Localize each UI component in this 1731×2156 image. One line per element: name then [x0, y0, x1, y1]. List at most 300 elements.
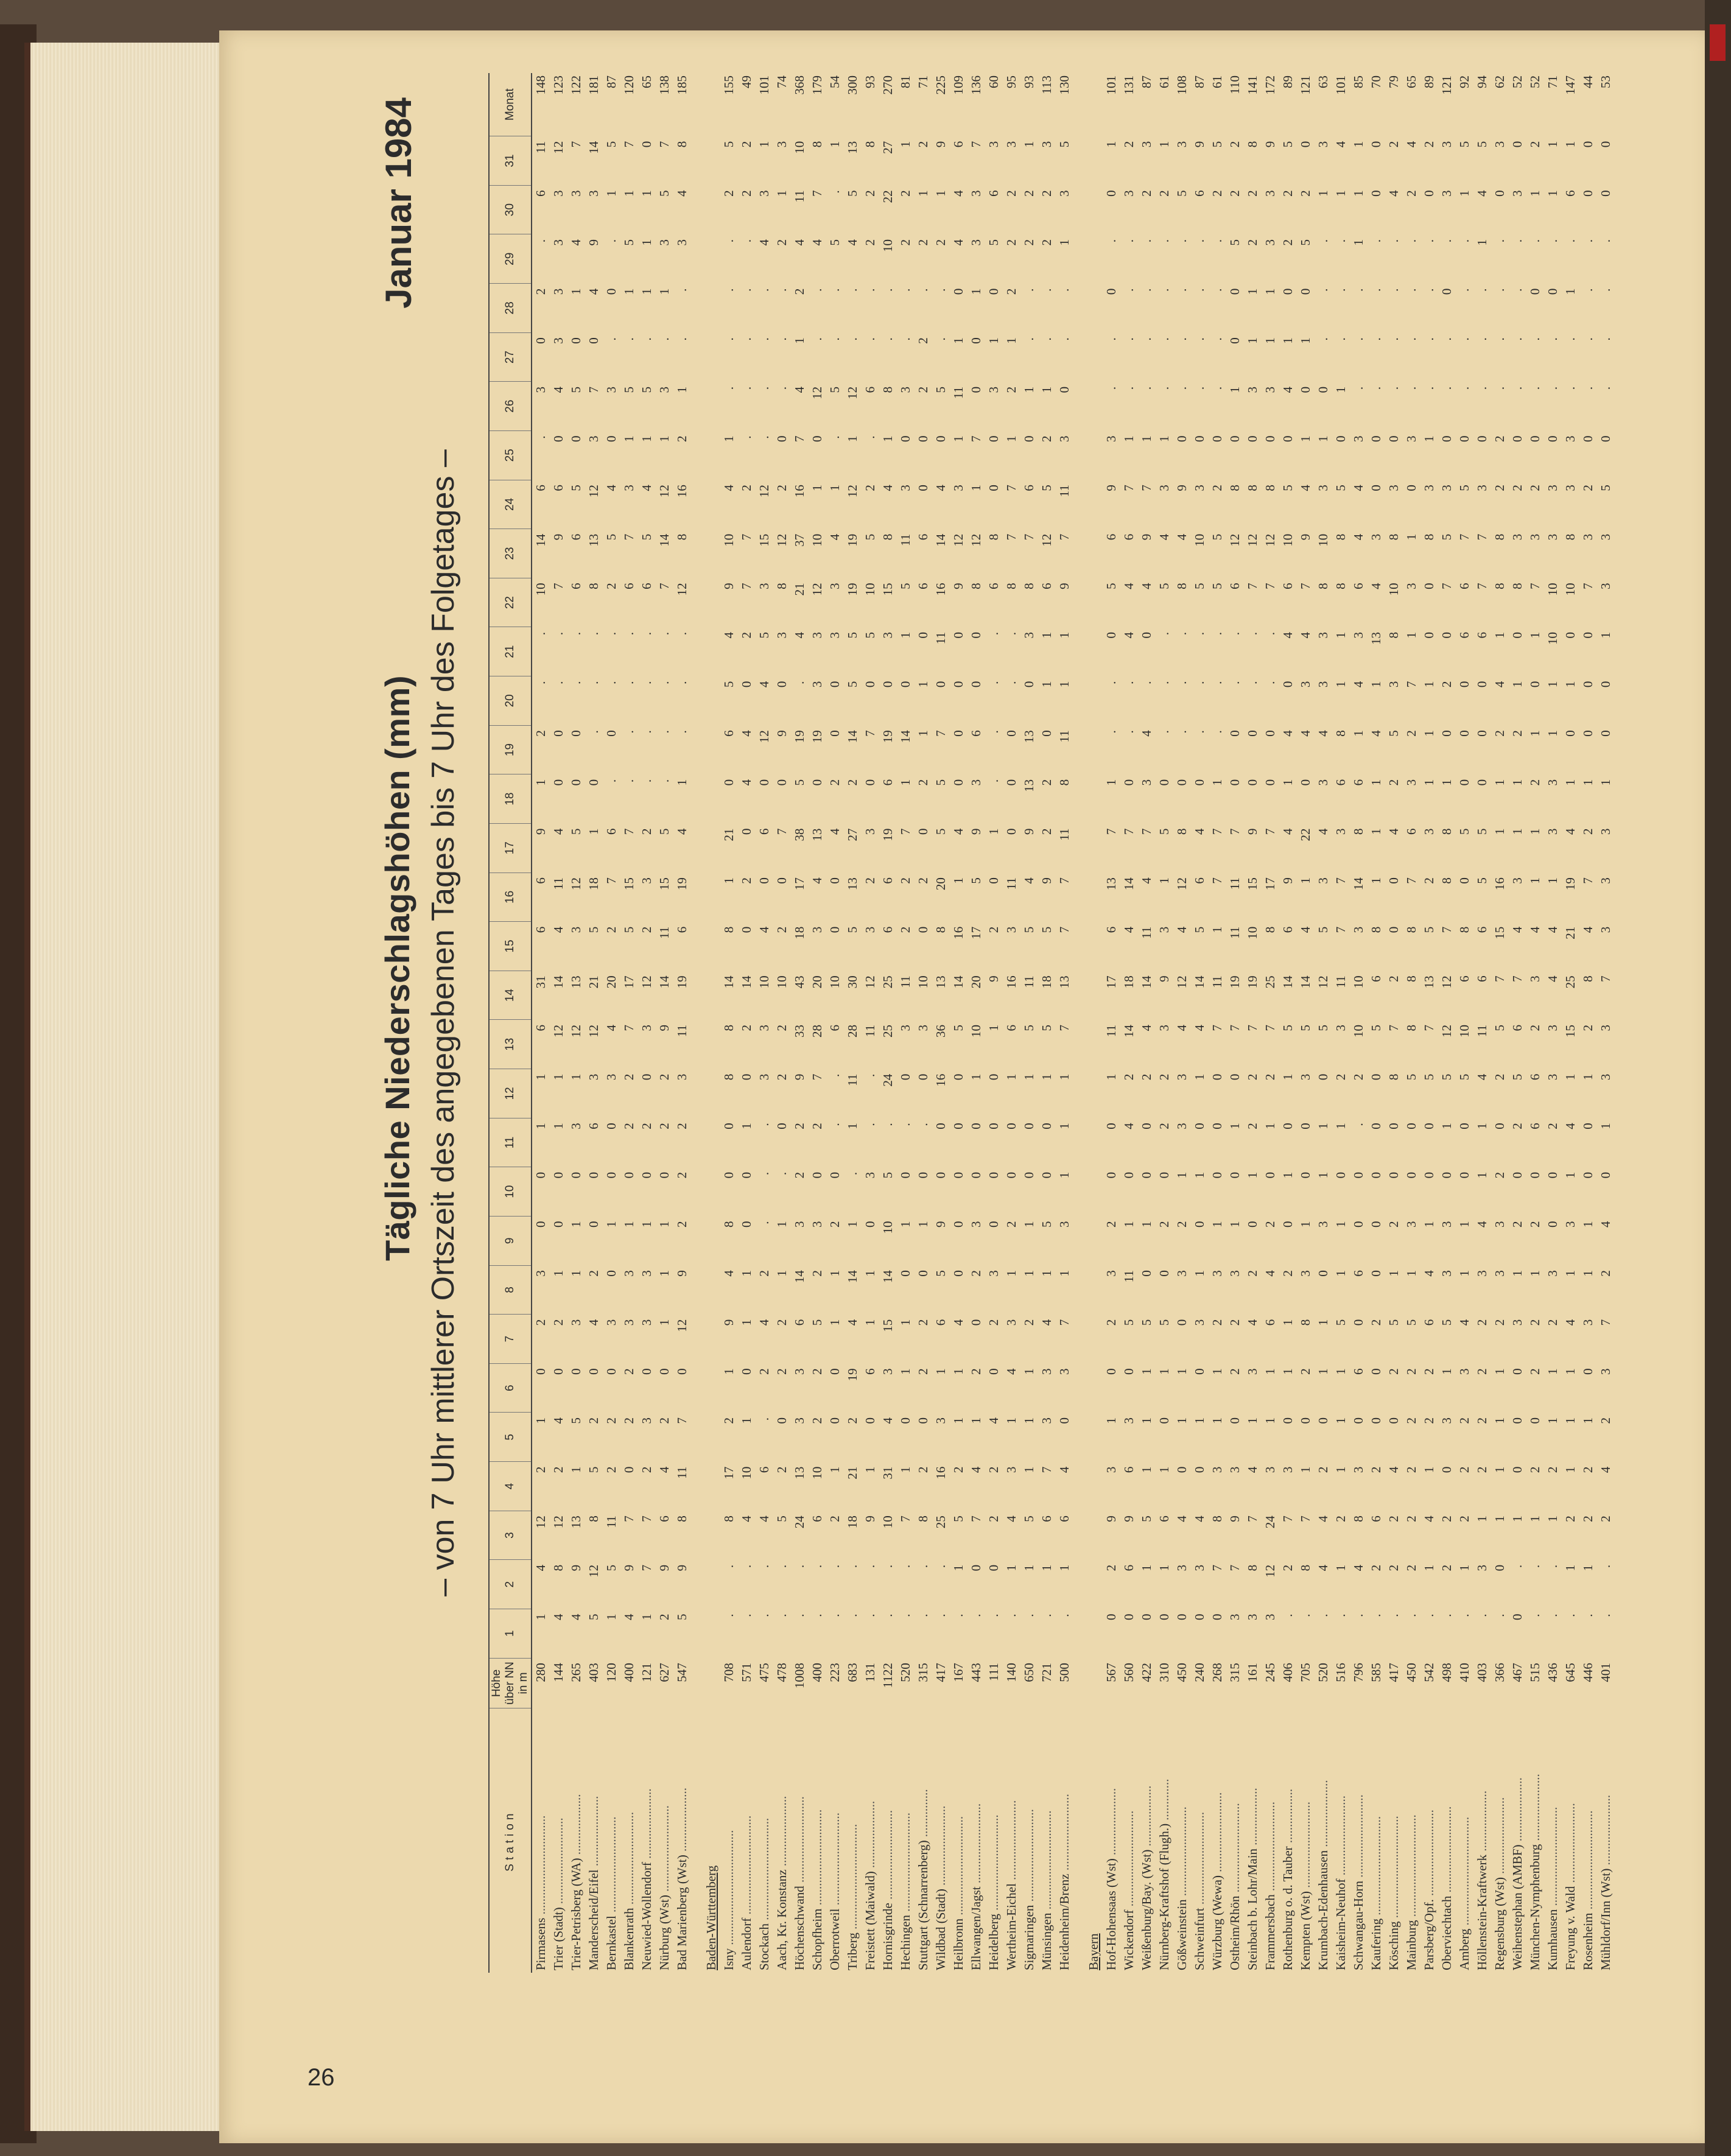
day-cell: 5 [1457, 485, 1472, 491]
day-cell: 4 [757, 1319, 771, 1326]
day-cell: 0 [827, 1417, 842, 1424]
day-cell: 6 [586, 1123, 601, 1129]
day-cell: 7 [1057, 533, 1072, 541]
day-cell: 2 [916, 1466, 930, 1473]
table-row [1332, 73, 1350, 1973]
day-cell: 1 [1022, 1270, 1036, 1277]
height-cell: 410 [1457, 1663, 1472, 1682]
day-cell: 0 [969, 1171, 983, 1179]
day-cell: 4 [1280, 386, 1295, 393]
day-cell: 4 [951, 1319, 966, 1326]
month-total-cell: 148 [533, 75, 548, 95]
header-day-16: 16 [489, 873, 532, 922]
day-cell: . [1475, 1613, 1489, 1617]
day-cell: 3 [1492, 1270, 1507, 1277]
day-cell: 0 [739, 681, 754, 688]
day-cell: 4 [1004, 1515, 1019, 1522]
day-cell: 2 [916, 1319, 930, 1326]
day-cell: 5 [1492, 1024, 1507, 1031]
day-cell: 3 [1263, 239, 1277, 246]
table-row [1262, 73, 1279, 1973]
day-cell: 0 [533, 337, 548, 344]
day-cell: 1 [1528, 730, 1542, 737]
day-cell: 5 [1039, 485, 1054, 491]
day-cell: 14 [1298, 975, 1313, 989]
day-cell: 4 [1298, 926, 1313, 933]
day-cell: 4 [827, 533, 842, 541]
month-total-cell: 130 [1057, 75, 1072, 95]
header-day-19: 19 [489, 725, 532, 774]
day-cell: 1 [916, 1221, 930, 1227]
day-cell: 0 [1386, 1171, 1401, 1179]
day-cell: 28 [810, 1024, 824, 1038]
day-cell: 3 [969, 1221, 983, 1227]
day-cell: 25 [1563, 975, 1578, 989]
day-cell: 7 [1139, 485, 1154, 491]
day-cell: 1 [969, 485, 983, 491]
day-cell: 1 [1104, 1417, 1118, 1424]
day-cell: 5 [1316, 926, 1330, 933]
day-cell: 4 [1192, 828, 1207, 835]
day-cell: 2 [639, 926, 654, 933]
day-cell: 7 [810, 190, 824, 197]
header-day-15: 15 [489, 922, 532, 971]
day-cell: 5 [1057, 141, 1072, 148]
day-cell: 3 [1386, 681, 1401, 688]
day-cell: . [1528, 1564, 1542, 1568]
day-cell: 3 [533, 1270, 548, 1277]
day-cell: 3 [1475, 485, 1489, 491]
day-cell: 7 [639, 1564, 654, 1571]
day-cell: 2 [1475, 1417, 1489, 1424]
day-cell: 5 [1174, 190, 1189, 197]
day-cell: 8 [1439, 828, 1454, 835]
day-cell: 4 [739, 1515, 754, 1522]
day-cell: 7 [551, 583, 566, 589]
day-cell: 2 [1039, 190, 1054, 197]
day-cell: 1 [1192, 1171, 1207, 1179]
day-cell: 1 [1227, 386, 1242, 393]
day-cell: 1 [1263, 288, 1277, 295]
month-total-cell: 94 [1475, 75, 1489, 88]
day-cell: 1 [1581, 1221, 1595, 1227]
day-cell: 1 [1510, 1515, 1525, 1522]
day-cell: . [1528, 239, 1542, 243]
day-cell: 2 [916, 239, 930, 246]
day-cell: . [739, 1564, 754, 1568]
day-cell: 0 [969, 1123, 983, 1129]
day-cell: 1 [1122, 1221, 1136, 1227]
day-cell: 24 [1263, 1515, 1277, 1529]
day-cell: 6 [880, 779, 895, 786]
day-cell: 2 [1563, 1515, 1578, 1522]
day-cell: 5 [1422, 1073, 1436, 1081]
day-cell: . [1581, 386, 1595, 390]
station-name: Schwangau-Horn .......................... [1351, 1794, 1366, 1970]
day-cell: 2 [1227, 141, 1242, 148]
day-cell: 1 [1210, 1221, 1224, 1227]
day-cell: 0 [604, 435, 619, 442]
day-cell: 3 [1422, 828, 1436, 835]
day-cell: 0 [1545, 435, 1560, 442]
day-cell: 0 [1104, 288, 1118, 295]
day-cell: . [792, 1613, 807, 1617]
day-cell: 13 [845, 141, 860, 154]
day-cell: 5 [1210, 583, 1224, 589]
day-cell: . [757, 386, 771, 390]
day-cell: 5 [622, 386, 636, 393]
day-cell: . [1545, 239, 1560, 243]
day-cell: 8 [1333, 533, 1348, 541]
table-row [1544, 73, 1562, 1973]
day-cell: 8 [1316, 583, 1330, 589]
day-cell: . [1333, 288, 1348, 292]
day-cell: 0 [1174, 435, 1189, 442]
day-cell: . [1263, 681, 1277, 684]
day-cell: . [757, 1171, 771, 1176]
day-cell: 8 [1298, 1564, 1313, 1571]
day-cell: . [1510, 239, 1525, 243]
day-cell: 0 [1192, 1466, 1207, 1473]
day-cell: 5 [586, 926, 601, 933]
day-cell: 2 [1122, 141, 1136, 148]
table-row [1526, 73, 1544, 1973]
table-row [950, 73, 967, 1973]
day-cell: 0 [1439, 435, 1454, 442]
day-cell: 9 [675, 1564, 689, 1571]
month-total-cell: 123 [551, 75, 566, 95]
leader-dots: ................... [569, 1794, 583, 1858]
day-cell: . [845, 1564, 860, 1568]
height-cell: 1008 [792, 1663, 807, 1689]
day-cell: 2 [1157, 1123, 1171, 1129]
day-cell: . [1351, 1613, 1366, 1617]
day-cell: 2 [722, 190, 736, 197]
day-cell: 2 [657, 1073, 672, 1081]
day-cell: 0 [916, 485, 930, 491]
day-cell: 3 [1439, 141, 1454, 148]
day-cell: 1 [1022, 1417, 1036, 1424]
day-cell: 7 [1475, 583, 1489, 589]
day-cell: 1 [1475, 1171, 1489, 1179]
height-cell: 366 [1492, 1663, 1507, 1682]
day-cell: 9 [1104, 1515, 1118, 1522]
day-cell: 7 [739, 533, 754, 541]
day-cell: 5 [1280, 485, 1295, 491]
day-cell: 2 [1386, 1221, 1401, 1227]
station-name: Freistett (Maiwald) ..................... [863, 1800, 877, 1970]
day-cell: 17 [969, 926, 983, 939]
day-cell: 13 [569, 1515, 583, 1529]
station-name: Trier-Petrisberg (WA) ................... [569, 1794, 583, 1970]
day-cell: 0 [1316, 1417, 1330, 1424]
height-cell: 315 [1227, 1663, 1242, 1682]
day-cell: 10 [1280, 533, 1295, 547]
day-cell: 6 [986, 583, 1001, 589]
day-cell: . [1039, 288, 1054, 292]
day-cell: 8 [722, 1515, 736, 1522]
header-day-5: 5 [489, 1413, 532, 1462]
day-cell: 16 [951, 926, 966, 939]
day-cell: 0 [1316, 1270, 1330, 1277]
day-cell: 0 [551, 1171, 566, 1179]
day-cell: 6 [1475, 975, 1489, 982]
day-cell: 2 [1528, 1221, 1542, 1227]
day-cell: 9 [1227, 1515, 1242, 1522]
day-cell: 0 [1598, 190, 1613, 197]
day-cell: 0 [810, 1171, 824, 1179]
day-cell: 2 [739, 1024, 754, 1031]
day-cell: 14 [657, 533, 672, 547]
day-cell: . [1039, 337, 1054, 341]
day-cell: 0 [986, 1171, 1001, 1179]
day-cell: 13 [1022, 779, 1036, 792]
day-cell: 7 [810, 1073, 824, 1081]
day-cell: . [774, 1613, 789, 1617]
day-cell: 1 [863, 1466, 877, 1473]
day-cell: 4 [951, 239, 966, 246]
day-cell: 4 [1004, 1368, 1019, 1375]
day-cell: 3 [569, 1319, 583, 1326]
day-cell: 15 [1563, 1024, 1578, 1038]
day-cell: 13 [1422, 975, 1436, 989]
day-cell: 0 [1457, 435, 1472, 442]
day-cell: 1 [1422, 435, 1436, 442]
day-cell: 8 [586, 1515, 601, 1522]
day-cell: 14 [1122, 1024, 1136, 1038]
day-cell: 3 [1139, 779, 1154, 786]
day-cell: 4 [1245, 1319, 1260, 1326]
day-cell: 0 [1475, 730, 1489, 737]
day-cell: 1 [1598, 1123, 1613, 1129]
day-cell: 13 [569, 975, 583, 989]
day-cell: 8 [1351, 1515, 1366, 1522]
day-cell: . [1139, 288, 1154, 292]
day-cell: 1 [1581, 1073, 1595, 1081]
day-cell: 2 [657, 1123, 672, 1129]
day-cell: 1 [1439, 1368, 1454, 1375]
day-cell: 3 [1510, 1319, 1525, 1326]
day-cell: . [739, 239, 754, 243]
leader-dots: ......................... [1563, 1803, 1578, 1886]
day-cell: 10 [1457, 1024, 1472, 1038]
day-cell: 2 [1333, 1515, 1348, 1522]
day-cell: 3 [1057, 435, 1072, 442]
day-cell: 3 [1528, 975, 1542, 982]
day-cell: 2 [1157, 190, 1171, 197]
day-cell: 3 [986, 386, 1001, 393]
day-cell: . [1122, 681, 1136, 684]
table-row [809, 73, 826, 1973]
day-cell: 5 [604, 141, 619, 148]
day-cell: 0 [569, 337, 583, 344]
day-cell: 0 [1022, 681, 1036, 688]
day-cell: 2 [1439, 681, 1454, 688]
day-cell: 0 [1057, 386, 1072, 393]
day-cell: 14 [792, 1270, 807, 1283]
day-cell: 1 [898, 1466, 913, 1473]
day-cell: 0 [1598, 1171, 1613, 1179]
day-cell: 7 [1210, 1564, 1224, 1571]
day-cell: 1 [586, 828, 601, 835]
day-cell: 0 [951, 681, 966, 688]
day-cell: 1 [1333, 681, 1348, 688]
day-cell: 6 [1039, 1515, 1054, 1522]
day-cell: 3 [1545, 1270, 1560, 1277]
day-cell: . [1545, 1613, 1560, 1617]
day-cell: 1 [1422, 1466, 1436, 1473]
day-cell: 3 [569, 926, 583, 933]
day-cell: 2 [1492, 1073, 1507, 1081]
day-cell: 5 [569, 386, 583, 393]
day-cell: 43 [792, 975, 807, 989]
day-cell: 7 [1581, 877, 1595, 884]
day-cell: 1 [1563, 1073, 1578, 1081]
station-name: Weißenburg/Bay. (Wst) ................... [1139, 1785, 1154, 1970]
day-cell: 1 [757, 141, 771, 148]
day-cell: 3 [880, 1368, 895, 1375]
day-cell: 0 [1157, 1171, 1171, 1179]
day-cell: 1 [898, 141, 913, 148]
day-cell: 3 [774, 631, 789, 639]
day-cell: 1 [1369, 828, 1383, 835]
day-cell: 1 [1245, 1417, 1260, 1424]
day-cell: 3 [1475, 1564, 1489, 1571]
day-cell: 3 [1122, 1417, 1136, 1424]
day-cell: 5 [722, 141, 736, 148]
day-cell: 0 [1475, 435, 1489, 442]
station-name: Frammersbach ............................ [1263, 1801, 1277, 1970]
day-cell: 1 [827, 1270, 842, 1277]
day-cell: 0 [1369, 1368, 1383, 1375]
leader-dots: ............................... [1545, 1807, 1560, 1909]
day-cell: 0 [951, 1270, 966, 1277]
day-cell: 3 [757, 1073, 771, 1081]
header-day-7: 7 [489, 1315, 532, 1364]
precipitation-table [488, 73, 1615, 1973]
day-cell: 8 [1492, 583, 1507, 589]
header-day-13: 13 [489, 1020, 532, 1069]
day-cell: 22 [1298, 828, 1313, 841]
day-cell: . [533, 681, 548, 684]
day-cell: . [880, 337, 895, 341]
day-cell: . [1157, 631, 1171, 636]
day-cell: 0 [1457, 779, 1472, 786]
day-cell: 3 [551, 288, 566, 295]
day-cell: 0 [1210, 1613, 1224, 1620]
station-name: Manderscheid/Eifel ...................... [586, 1796, 601, 1970]
day-cell: 31 [880, 1466, 895, 1480]
day-cell: 6 [1351, 1368, 1366, 1375]
day-cell: 4 [1122, 1123, 1136, 1129]
day-cell: 3 [657, 239, 672, 246]
day-cell: . [1581, 239, 1595, 243]
day-cell: 7 [1057, 877, 1072, 884]
day-cell: 12 [1174, 877, 1189, 891]
day-cell: 1 [969, 288, 983, 295]
day-cell: 5 [1280, 141, 1295, 148]
day-cell: . [986, 681, 1001, 684]
day-cell: . [986, 779, 1001, 783]
day-cell: . [951, 1613, 966, 1617]
day-cell: . [569, 631, 583, 636]
height-cell: 417 [933, 1663, 948, 1682]
day-cell: 7 [863, 730, 877, 737]
day-cell: 2 [1528, 1466, 1542, 1473]
height-cell: 265 [569, 1663, 583, 1682]
day-cell: . [675, 681, 689, 684]
day-cell: 1 [898, 1221, 913, 1227]
day-cell: 12 [551, 141, 566, 154]
day-cell: . [1369, 1613, 1383, 1617]
day-cell: 3 [1439, 485, 1454, 491]
day-cell: 16 [1004, 975, 1019, 989]
leader-dots: ............................... [533, 1815, 548, 1918]
day-cell: 19 [810, 730, 824, 743]
month-total-cell: 54 [827, 75, 842, 88]
day-cell: 4 [986, 1417, 1001, 1424]
day-cell: 10 [774, 975, 789, 989]
day-cell: 6 [722, 730, 736, 737]
day-cell: 8 [1333, 583, 1348, 589]
day-cell: 0 [933, 1171, 948, 1179]
day-cell: 11 [792, 190, 807, 203]
day-cell: 1 [1563, 141, 1578, 148]
day-cell: 2 [1298, 1368, 1313, 1375]
day-cell: 1 [551, 1270, 566, 1277]
day-cell: 3 [810, 1221, 824, 1227]
day-cell: 2 [739, 877, 754, 884]
day-cell: 5 [1475, 141, 1489, 148]
day-cell: 5 [1210, 141, 1224, 148]
day-cell: 5 [1475, 828, 1489, 835]
day-cell: 3 [1174, 141, 1189, 148]
day-cell: 3 [1404, 779, 1419, 786]
day-cell: 1 [1492, 779, 1507, 786]
day-cell: . [1475, 288, 1489, 292]
day-cell: 3 [916, 1024, 930, 1031]
day-cell: 0 [1210, 435, 1224, 442]
day-cell: 0 [951, 730, 966, 737]
day-cell: . [898, 1123, 913, 1126]
day-cell: 4 [1039, 1319, 1054, 1326]
day-cell: 4 [551, 1613, 566, 1620]
day-cell: 0 [1298, 386, 1313, 393]
table-row [1156, 73, 1173, 1973]
day-cell: 11 [1057, 828, 1072, 841]
day-cell: 0 [1022, 1123, 1036, 1129]
day-cell: 6 [1510, 1024, 1525, 1031]
day-cell: 0 [1298, 141, 1313, 148]
day-cell: 13 [1369, 631, 1383, 645]
day-cell: 37 [792, 533, 807, 547]
day-cell: . [827, 288, 842, 292]
day-cell: 0 [1545, 288, 1560, 295]
station-name: Würzburg (Wewa) ......................... [1210, 1792, 1224, 1970]
day-cell: 9 [933, 1221, 948, 1227]
height-cell: 443 [969, 1663, 983, 1682]
table-row [826, 73, 844, 1973]
leader-dots: ..................... [863, 1800, 877, 1872]
day-cell: 0 [827, 681, 842, 688]
day-cell: 4 [1280, 631, 1295, 639]
month-total-cell: 44 [1581, 75, 1595, 88]
day-cell: 8 [1245, 141, 1260, 148]
day-cell: . [1316, 288, 1330, 292]
header-day-8: 8 [489, 1265, 532, 1315]
day-cell: 3 [863, 926, 877, 933]
day-cell: 1 [1545, 730, 1560, 737]
